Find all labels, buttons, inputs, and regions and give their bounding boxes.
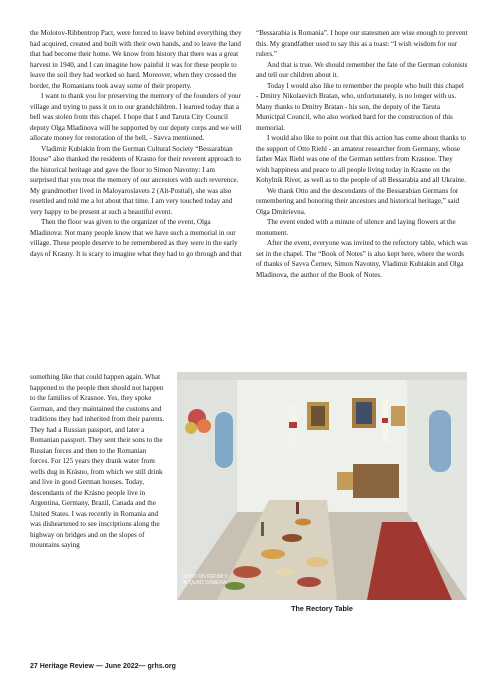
paragraph: And that is true. We should remember the fate of the German colonists and tell our children about it.: [256, 60, 468, 79]
paragraph: We thank Otto and the descendants of the Bessarabian Germans for remembering and honoring their ancestors and historical heritage,” said Olga Dmitrievna.: [256, 186, 460, 216]
narrow-article-column: [30, 372, 166, 551]
paragraph: something like that could happen again. What happened to the people then should not happen to the families of Krasnoe. Yes, they spoke German, and they maintained the customs and traditions they had inherited from their parents. They had a Russian passport, and later a Romanian passport. They sent their sons to the Russian forces and then to the Romanian forces. For 125 years they drank water from wells dug in Krásno, from which we still drink and live in good German houses. Today, descendants of the Krásno people live in Argentina, Germany, Brazil, Canada and the United States. I was recently in Romania and was disheartened to see inscriptions along the highway on bridges and on the slopes of mountains saying: [30, 373, 165, 549]
paragraph: “Bessarabia is Romania”. I hope our statesmen are wise enough to prevent this. My grandfather used to say this as a toast: “I wish wisdom for our rulers.”: [256, 29, 468, 58]
watermark-line: AI QUAD CAMERA: [183, 580, 227, 586]
photo-caption: The Rectory Table: [291, 604, 353, 613]
paragraph: I would also like to point out that this action has come about thanks to the support of Otto Riehl - an amateur researcher from Germany, whose father Max Riehl was one of the German settlers from Krasnoe. They wish happiness and peace to all people living today in Krasne on the Kohylnik River, as well as to the people of all Bessarabia and all Ukraine.: [256, 134, 466, 184]
paragraph: the Molotov-Ribbentrop Pact, were forced to leave behind everything they had acquired, created and built with their own hands, and to leave the land that had become their home. We know from history that there was a great harvest in 1940, and I can imagine how painful it was for these people to leave the soil they had worked so hard. Moreover, when they crossed the border, the Romanians took away some of their property.: [30, 29, 242, 90]
page-footer: 27 Heritage Review — June 2022— grhs.org: [30, 663, 176, 670]
paragraph: Then the floor was given to the organizer of the event, Olga Mladinova: Not many people know that we have such a memorial in our village. These people deserve to be remembered as they were in the early days of Krasny. It is scary to imagine what they had to go through and that: [30, 218, 242, 258]
paragraph: After the event, everyone was invited to the refectory table, which was set in the chapel. The “Book of Notes” is also kept here, where the words of thanks of Savva Černev, Simon Navotny, Vladimir Kubiakin and Olga Mladinova, the author of the Book of Notes.: [256, 239, 468, 279]
right-article-column: [256, 28, 468, 280]
paragraph: I want to thank you for preserving the memory of the founders of your village and trying to pass it on to our grandchildren. I learned today that a bell was stolen from this chapel. I hope that I and Taruta City Council deputy Olga Mladinova will be supported by our deputy corps and we will allocate money for restoration of the bell, - Savva mentioned.: [30, 92, 242, 142]
paragraph: Today I would also like to remember the people who built this chapel - Dmitry Nikolaevich Bratan, who, unfortunately, is no longer with us. Many thanks to Dmitry Bratan - his son, the deputy of the Taruta Municipal Council, who also worked hard for the construction of this memorial.: [256, 81, 464, 132]
photo-illustration: [177, 372, 467, 600]
chapel-refectory-photo: [177, 372, 467, 600]
left-article-column: [30, 28, 242, 259]
paragraph: Vladimir Kubiakin from the German Cultural Society “Bessarabian House” also thanked the residents of Krasno for their reverent approach to the historical heritage and gave the floor to Simon Navotny: I am surprised that you treat the memory of our ancestors with such reverence. My grandmother lived in Maloyaroslavets 2 (Alt-Posttal), she was also resettled and told me a lot about that time. I am very touched today and very happy to be present at such a beautiful event.: [30, 144, 241, 216]
camera-watermark: [183, 574, 227, 586]
watermark-line: SHOT ON REDMI 9: [183, 574, 228, 580]
paragraph: The event ended with a minute of silence and laying flowers at the monument.: [256, 218, 456, 237]
